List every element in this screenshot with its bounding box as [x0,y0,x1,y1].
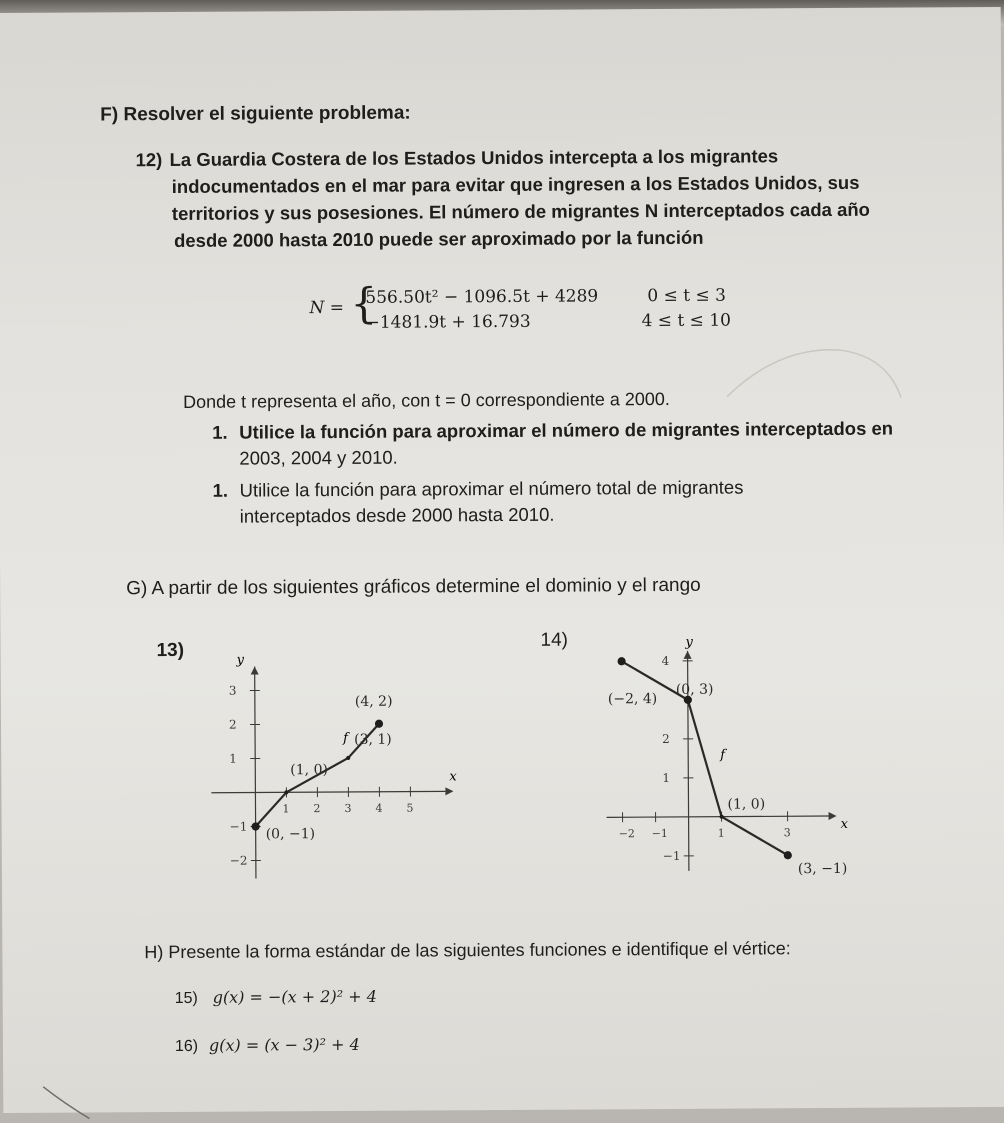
g13-y-tick-label: 1 [229,752,237,766]
g14-y-tick-label: 1 [662,771,670,785]
graph-13-x-arrow [445,787,453,795]
item-16-expression: g(x) = (x − 3)² + 4 [209,1035,360,1055]
section-f-heading: F) Resolver el siguiente problema: [100,103,411,127]
equation-piece-1: 556.50t² − 1096.5t + 4289 [365,286,598,307]
problem-12-line-4: desde 2000 hasta 2010 puede ser aproximado por la función [174,227,704,252]
section-g-heading: G) A partir de los siguientes gráficos determine el dominio y el rango [126,575,701,601]
graph-13-y-arrow [251,666,259,674]
graph-13-x-label: x [449,769,457,784]
g14-point-label: (1, 0) [727,796,765,812]
g13-x-tick-label: 3 [344,802,351,815]
g13-point-label: (4, 2) [355,694,393,710]
g13-point-label: (3, 1) [354,732,392,748]
g14-x-tick-label: −2 [619,827,635,840]
equation-condition-2: 4 ≤ t ≤ 10 [641,311,731,332]
graph-13-y-axis [255,667,256,879]
item-16-number: 16) [175,1038,198,1056]
task-2-line-2: interceptados desde 2000 hasta 2010. [240,504,555,528]
pencil-mark [719,338,909,419]
g14-x-tick-label: 3 [784,826,791,839]
task-1-line-2: 2003, 2004 y 2010. [239,447,398,470]
graph-14-x-label: x [841,817,849,832]
graph-13-y-label: y [236,653,245,668]
problem-12-line-3: territorios y sus posesiones. El número de migrantes N interceptados cada año [172,199,870,225]
equation-lhs: N = [309,298,344,318]
worksheet-page [0,7,1004,1113]
graph-13 [201,645,462,887]
problem-12-line-2: indocumentados en el mar para evitar que ingresen a los Estados Unidos, sus [172,172,860,198]
g13-y-tick-label: 3 [229,684,237,698]
item-15-expression: g(x) = −(x + 2)² + 4 [213,987,377,1007]
g13-point-label: (0, −1) [266,826,315,842]
graph-14-y-label: y [684,635,693,650]
item-15-number: 15) [175,990,198,1008]
g13-point [347,756,350,759]
g14-y-tick-label: 4 [662,654,670,668]
g14-segment [688,700,722,817]
g14-point-label: (0, 3) [676,682,714,698]
graph-14-x-arrow [829,812,837,820]
where-line: Donde t representa el año, con t = 0 correspondiente a 2000. [183,389,670,413]
g13-point [375,720,382,727]
problem-12-number: 12) [135,149,162,171]
problem-12-line-1: La Guardia Costera de los Estados Unidos intercepta a los migrantes [169,145,778,171]
g13-y-tick-label: −1 [230,820,248,834]
task-2-number: 1. [213,480,229,502]
graph-14-number: 14) [540,630,568,652]
graph-14-function-label: f [719,748,727,763]
equation-condition-1: 0 ≤ t ≤ 3 [647,286,726,306]
g14-point-label: (3, −1) [798,861,847,877]
graph-13-number: 13) [156,640,184,662]
task-2-line-1: Utilice la función para aproximar el número total de migrantes [240,477,744,502]
g13-point [252,823,259,830]
section-h-heading: H) Presente la forma estándar de las siguientes funciones e identifique el vértice: [144,938,790,963]
graph-14-y-arrow [684,651,692,659]
g13-point-label: (1, 0) [290,762,328,778]
g14-segment [722,816,788,855]
g14-point-label: (−2, 4) [608,691,657,707]
g14-point [618,658,625,665]
equation-brace: { [350,283,377,325]
g14-y-tick-label: 2 [662,732,670,746]
g13-x-tick-label: 2 [313,802,320,815]
task-1-line-1: Utilice la función para aproximar el número de migrantes interceptados en [239,418,893,444]
pencil-corner-mark [33,1082,113,1122]
graph-14 [595,630,857,882]
g14-point [784,852,791,859]
g13-x-tick-label: 1 [282,802,289,815]
g14-point [720,815,723,818]
graph-14-x-axis [607,816,829,817]
g13-y-tick-label: −2 [230,854,248,868]
g13-x-tick-label: 5 [406,802,413,815]
g13-point [285,791,288,794]
g14-x-tick-label: −1 [652,827,668,840]
g13-x-tick-label: 4 [375,802,382,815]
g14-y-tick-label: −1 [663,849,681,863]
task-1-number: 1. [212,422,228,444]
g14-x-tick-label: 1 [718,827,725,840]
g13-y-tick-label: 2 [229,718,237,732]
equation-piece-2: −1481.9t + 16.793 [365,312,530,333]
graph-13-function-label: f [342,731,350,746]
